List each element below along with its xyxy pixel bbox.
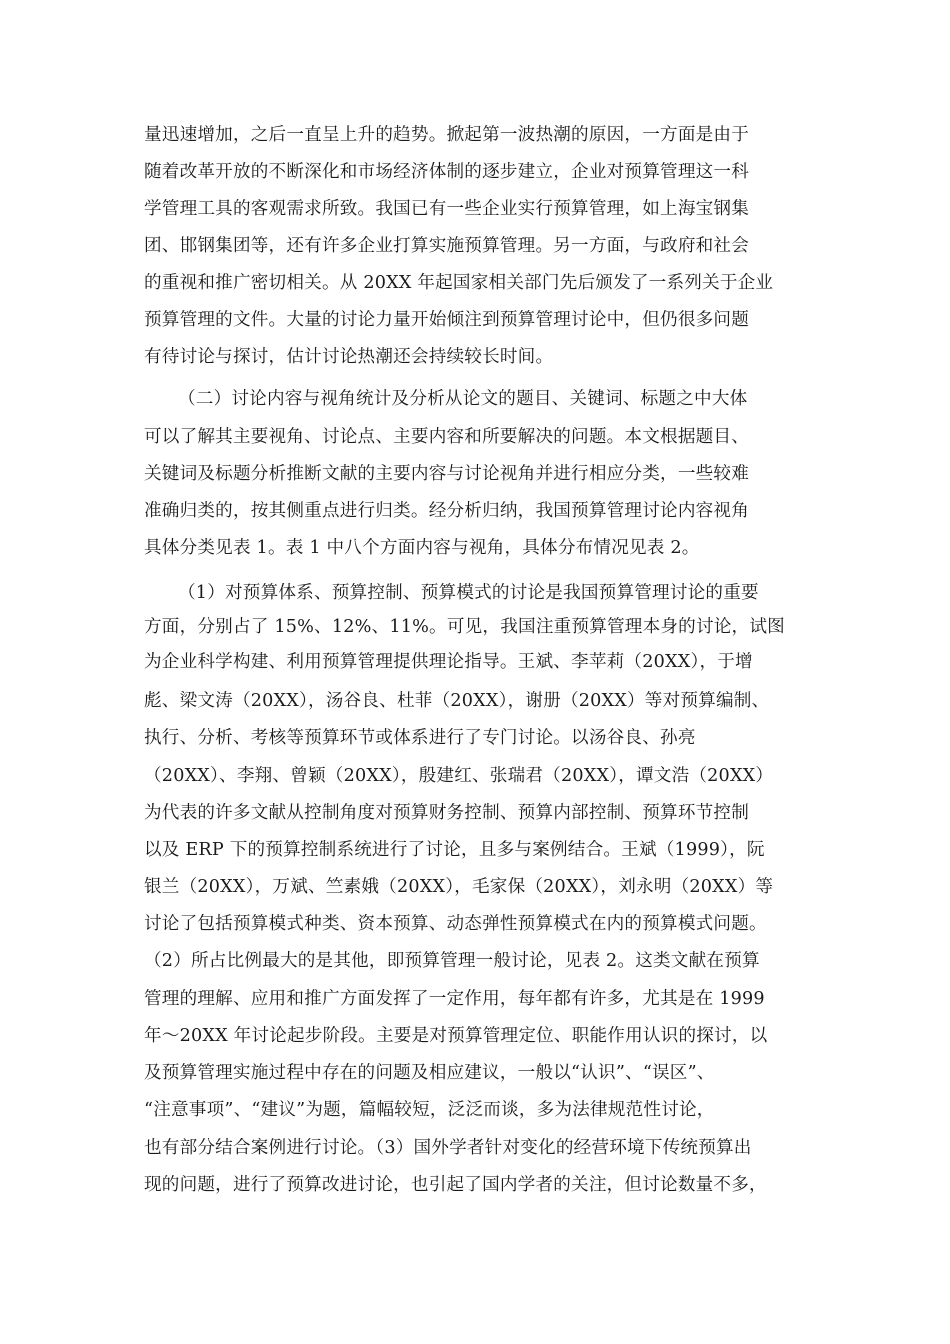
- text-line: 以及 ERP 下的预算控制系统进行了讨论，且多与案例结合。王斌（1999），阮: [144, 840, 765, 860]
- text-line: 年～20XX 年讨论起步阶段。主要是对预算管理定位、职能作用认识的探讨，以: [144, 1026, 768, 1046]
- text-line: 量迅速增加，之后一直呈上升的趋势。掀起第一波热潮的原因，一方面是由于: [144, 125, 749, 145]
- text-line: 有待讨论与探讨，估计讨论热潮还会持续较长时间。: [144, 347, 554, 367]
- text-line: 关键词及标题分析推断文献的主要内容与讨论视角并进行相应分类，一些较难: [144, 464, 749, 484]
- text-line: 为代表的许多文献从控制角度对预算财务控制、预算内部控制、预算环节控制: [144, 803, 749, 823]
- text-line: 执行、分析、考核等预算环节或体系进行了专门讨论。以汤谷良、孙亮: [144, 728, 696, 748]
- text-line: 现的问题，进行了预算改进讨论，也引起了国内学者的关注，但讨论数量不多，: [144, 1175, 767, 1195]
- text-line: 讨论了包括预算模式种类、资本预算、动态弹性预算模式在内的预算模式问题。: [144, 914, 767, 934]
- text-line: 准确归类的，按其侧重点进行归类。经分析归纳，我国预算管理讨论内容视角: [144, 501, 749, 521]
- text-line: （2）所占比例最大的是其他，即预算管理一般讨论，见表 2。这类文献在预算: [144, 951, 760, 971]
- text-line: 随着改革开放的不断深化和市场经济体制的逐步建立，企业对预算管理这一科: [144, 162, 749, 182]
- text-line: 方面，分别占了 15%、12%、11%。可见，我国注重预算管理本身的讨论，试图: [144, 617, 785, 637]
- text-line: 为企业科学构建、利用预算管理提供理论指导。王斌、李苹莉（20XX），于增: [144, 652, 753, 672]
- text-line: 团、邯钢集团等，还有许多企业打算实施预算管理。另一方面，与政府和社会: [144, 236, 749, 256]
- text-line: 彪、梁文涛（20XX），汤谷良、杜菲（20XX），谢册（20XX）等对预算编制、: [144, 691, 770, 711]
- text-line: （20XX）、李翔、曾颖（20XX），殷建红、张瑞君（20XX），谭文浩（20XX）: [144, 766, 774, 786]
- paragraph-start-line: （1）对预算体系、预算控制、预算模式的讨论是我国预算管理讨论的重要: [178, 583, 759, 603]
- text-line: 学管理工具的客观需求所致。我国已有一些企业实行预算管理，如上海宝钢集: [144, 199, 749, 219]
- text-line: 的重视和推广密切相关。从 20XX 年起国家相关部门先后颁发了一系列关于企业: [144, 273, 774, 293]
- text-line: “注意事项”、“建议”为题，篇幅较短，泛泛而谈，多为法律规范性讨论，: [144, 1100, 715, 1120]
- text-line: 银兰（20XX），万斌、竺素娥（20XX），毛家保（20XX），刘永明（20XX）等: [144, 877, 774, 897]
- text-line: 可以了解其主要视角、讨论点、主要内容和所要解决的问题。本文根据题目、: [144, 427, 749, 447]
- text-line: 管理的理解、应用和推广方面发挥了一定作用，每年都有许多，尤其是在 1999: [144, 989, 765, 1009]
- text-line: 及预算管理实施过程中存在的问题及相应建议，一般以“认识”、“误区”、: [144, 1063, 715, 1083]
- text-line: 预算管理的文件。大量的讨论力量开始倾注到预算管理讨论中，但仍很多问题: [144, 310, 749, 330]
- paragraph-start-line: （二）讨论内容与视角统计及分析从论文的题目、关键词、标题之中大体: [178, 389, 748, 409]
- text-line: 也有部分结合案例进行讨论。（3）国外学者针对变化的经营环境下传统预算出: [144, 1138, 752, 1158]
- text-line: 具体分类见表 1。表 1 中八个方面内容与视角，具体分布情况见表 2。: [144, 538, 700, 558]
